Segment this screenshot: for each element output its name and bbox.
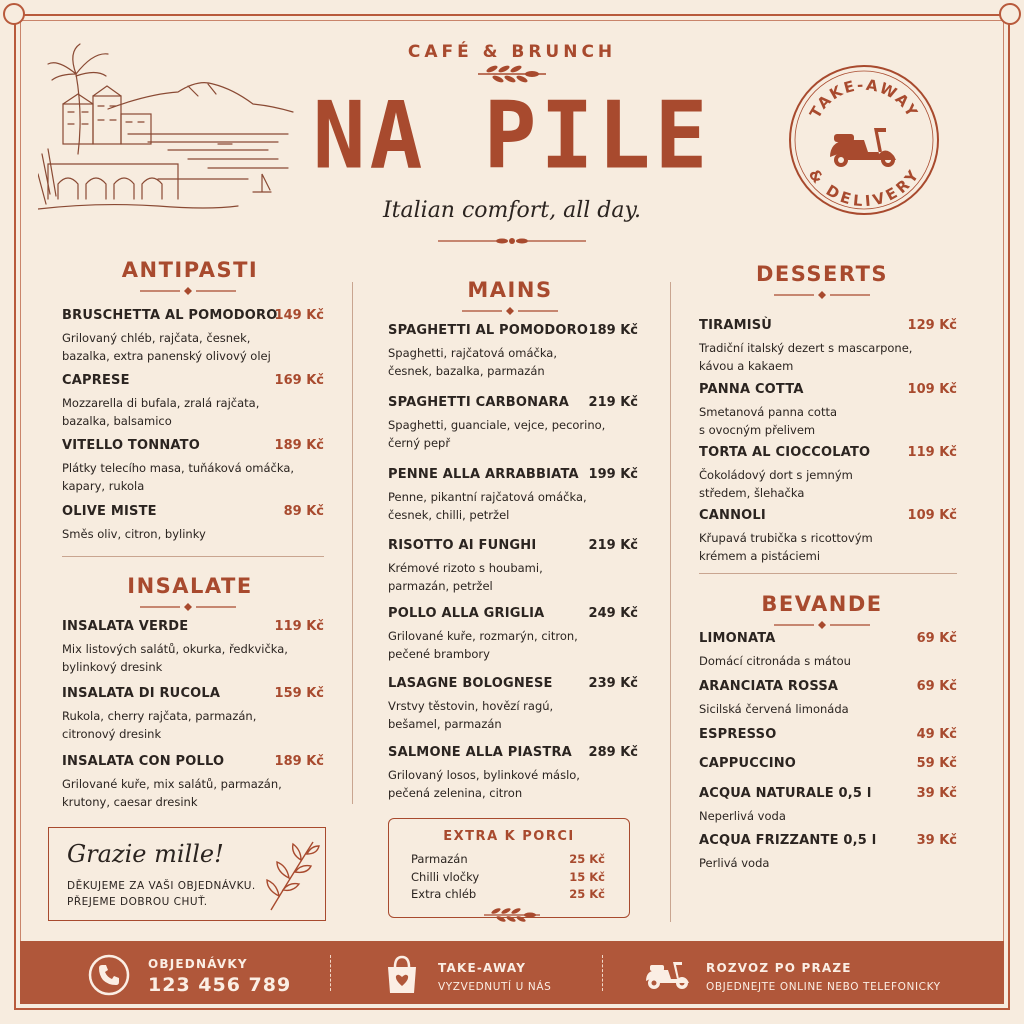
item-description: Smetanová panna cotta s ovocným přelivem (699, 405, 838, 437)
scooter-icon (830, 128, 896, 167)
brand-subtitle: CAFÉ & BRUNCH (407, 42, 617, 62)
delivery-block (706, 961, 941, 993)
item-name: BRUSCHETTA AL POMODORO (62, 308, 278, 323)
shopping-bag-icon (384, 953, 420, 995)
section-ornament (140, 602, 236, 612)
item-name: ACQUA NATURALE 0,5 l (699, 786, 872, 801)
menu-item (699, 382, 957, 439)
item-price: 189 Kč (274, 438, 324, 453)
footer-bar (20, 941, 1004, 1004)
item-price: 119 Kč (274, 619, 324, 634)
bevande-title: BEVANDE (761, 592, 883, 616)
item-price: 239 Kč (588, 676, 638, 691)
orders-label: OBJEDNÁVKY (148, 957, 248, 971)
menu-item (62, 619, 324, 676)
item-name: SPAGHETTI AL POMODORO (388, 323, 589, 338)
item-name: LASAGNE BOLOGNESE (388, 676, 553, 691)
delivery-label: ROZVOZ PO PRAZE (706, 961, 852, 975)
menu-item (388, 467, 638, 524)
item-description: Spaghetti, rajčatová omáčka, česnek, bazalka, parmazán (388, 346, 557, 378)
item-name: ACQUA FRIZZANTE 0,5 l (699, 833, 877, 848)
menu-item (699, 445, 957, 502)
item-description: Rukola, cherry rajčata, parmazán, citronový dresink (62, 709, 257, 741)
antipasti-title: ANTIPASTI (121, 258, 259, 282)
extras-price: 25 Kč (569, 852, 605, 866)
item-description: Grilované kuře, mix salátů, parmazán, krutony, caesar dresink (62, 777, 282, 809)
thank-you-line: DĚKUJEME ZA VAŠI OBJEDNÁVKU. (67, 880, 256, 892)
extras-price: 15 Kč (569, 870, 605, 884)
item-description: Grilovaný chléb, rajčata, česnek, bazalka, extra panenský olivový olej (62, 331, 271, 363)
footer-separator (330, 955, 331, 991)
item-price: 159 Kč (274, 686, 324, 701)
extras-box (388, 818, 630, 918)
item-description: Tradiční italský dezert s mascarpone, kávou a kakaem (699, 341, 913, 373)
item-description: Krémové rizoto s houbami, parmazán, petržel (388, 561, 543, 593)
item-description: Křupavá trubička s ricottovým krémem a pistáciemi (699, 531, 873, 563)
corner-ornament (3, 3, 25, 25)
item-description: Grilovaný losos, bylinkové máslo, pečená zelenina, citron (388, 768, 580, 800)
section-ornament (774, 290, 870, 300)
extras-row (411, 887, 605, 901)
menu-item (699, 631, 957, 670)
scooter-icon (644, 957, 692, 991)
item-description: Směs oliv, citron, bylinky (62, 527, 206, 541)
item-price: 169 Kč (274, 373, 324, 388)
item-price: 149 Kč (274, 308, 324, 323)
menu-item (62, 754, 324, 811)
menu-item (699, 786, 957, 825)
item-name: CANNOLI (699, 508, 766, 523)
item-name: INSALATA CON POLLO (62, 754, 225, 769)
item-name: SALMONE ALLA PIASTRA (388, 745, 572, 760)
item-name: RISOTTO AI FUNGHI (388, 538, 537, 553)
item-name: LIMONATA (699, 631, 776, 646)
section-ornament (774, 620, 870, 630)
takeaway-block (438, 961, 551, 993)
item-name: INSALATA DI RUCOLA (62, 686, 221, 701)
item-name: VITELLO TONNATO (62, 438, 200, 453)
thank-you-line: PŘEJEME DOBROU CHUŤ. (67, 896, 208, 908)
brand-tagline: Italian comfort, all day. (382, 198, 642, 223)
item-name: TORTA AL CIOCCOLATO (699, 445, 871, 460)
item-name: PENNE ALLA ARRABBIATA (388, 467, 579, 482)
item-name: CAPPUCCINO (699, 756, 797, 771)
item-description: Domácí citronáda s mátou (699, 654, 851, 668)
tagline-ornament (438, 234, 586, 248)
item-price: 89 Kč (283, 504, 324, 519)
item-description: Sicilská červená limonáda (699, 702, 849, 716)
menu-item (699, 833, 957, 872)
item-price: 49 Kč (916, 727, 957, 742)
menu-item (699, 756, 957, 771)
item-price: 69 Kč (916, 679, 957, 694)
badge-top-text: TAKE-AWAY (806, 75, 922, 122)
item-price: 39 Kč (916, 833, 957, 848)
menu-item (388, 745, 638, 802)
footer-separator (602, 955, 603, 991)
thank-you-title: Grazie mille! (67, 840, 224, 868)
svg-text:& DELIVERY (805, 166, 923, 211)
item-price: 39 Kč (916, 786, 957, 801)
item-name: SPAGHETTI CARBONARA (388, 395, 569, 410)
insalate-title: INSALATE (127, 574, 253, 598)
extras-row (411, 870, 605, 884)
item-name: POLLO ALLA GRIGLIA (388, 606, 545, 621)
menu-item (62, 438, 324, 495)
thank-you-box (48, 827, 326, 921)
corner-ornament (999, 3, 1021, 25)
extras-price: 25 Kč (569, 887, 605, 901)
item-description: Vrstvy těstovin, hovězí ragú, bešamel, parmazán (388, 699, 554, 731)
item-price: 199 Kč (588, 467, 638, 482)
item-name: ARANCIATA ROSSA (699, 679, 839, 694)
item-price: 109 Kč (907, 382, 957, 397)
item-price: 59 Kč (916, 756, 957, 771)
phone-number[interactable]: 123 456 789 (148, 974, 292, 996)
item-description: Mozzarella di bufala, zralá rajčata, bazalka, balsamico (62, 396, 260, 428)
menu-item (388, 538, 638, 595)
phone-icon[interactable] (88, 954, 130, 996)
mains-title: MAINS (467, 278, 553, 302)
takeaway-delivery-badge (786, 62, 942, 218)
menu-item (388, 606, 638, 663)
item-description: Penne, pikantní rajčatová omáčka, česnek, chilli, petržel (388, 490, 587, 522)
item-description: Mix listových salátů, okurka, ředkvička, bylinkový dresink (62, 642, 288, 674)
item-name: PANNA COTTA (699, 382, 804, 397)
menu-item (62, 504, 324, 543)
orders-block (148, 957, 291, 996)
menu-item (699, 318, 957, 375)
delivery-subtext: OBJEDNEJTE ONLINE NEBO TELEFONICKY (706, 981, 941, 993)
item-price: 219 Kč (588, 395, 638, 410)
column-divider (670, 282, 671, 922)
olive-branch-icon (263, 836, 321, 914)
menu-item (62, 308, 324, 365)
svg-text:TAKE-AWAY (806, 76, 922, 122)
badge-bottom-text: & DELIVERY (804, 165, 924, 211)
item-description: Neperlivá voda (699, 809, 786, 823)
takeaway-label: TAKE-AWAY (438, 961, 527, 975)
item-description: Perlivá voda (699, 856, 770, 870)
menu-item (699, 727, 957, 742)
menu-item (388, 676, 638, 733)
item-price: 129 Kč (907, 318, 957, 333)
item-price: 249 Kč (588, 606, 638, 621)
brand-title: NA PILE (312, 81, 712, 190)
section-ornament (140, 286, 236, 296)
extras-name: Extra chléb (411, 887, 477, 901)
section-divider (62, 556, 324, 557)
extras-name: Chilli vločky (411, 870, 480, 884)
menu-item (388, 395, 638, 452)
item-name: ESPRESSO (699, 727, 777, 742)
item-name: INSALATA VERDE (62, 619, 189, 634)
coastal-town-illustration (38, 34, 298, 219)
menu-item (62, 373, 324, 430)
menu-item (62, 686, 324, 743)
extras-title: EXTRA K PORCI (443, 829, 575, 844)
item-price: 219 Kč (588, 538, 638, 553)
item-description: Grilované kuře, rozmarýn, citron, pečené brambory (388, 629, 578, 661)
section-divider (699, 573, 957, 574)
item-price: 189 Kč (588, 323, 638, 338)
extras-name: Parmazán (411, 852, 468, 866)
desserts-title: DESSERTS (755, 262, 889, 286)
takeaway-subtext: VYZVEDNUTÍ U NÁS (438, 981, 552, 993)
extras-row (411, 852, 605, 866)
item-name: CAPRESE (62, 373, 130, 388)
laurel-sprig-icon (480, 906, 544, 924)
menu-item (388, 323, 638, 380)
item-price: 289 Kč (588, 745, 638, 760)
item-price: 109 Kč (907, 508, 957, 523)
item-name: TIRAMISÙ (699, 318, 773, 333)
menu-item (699, 508, 957, 565)
item-price: 69 Kč (916, 631, 957, 646)
item-name: OLIVE MISTE (62, 504, 157, 519)
item-description: Čokoládový dort s jemným středem, šlehačka (699, 468, 853, 500)
section-ornament (462, 306, 558, 316)
column-divider (352, 282, 353, 804)
item-price: 189 Kč (274, 754, 324, 769)
item-price: 119 Kč (907, 445, 957, 460)
menu-item (699, 679, 957, 718)
item-description: Plátky telecího masa, tuňáková omáčka, kapary, rukola (62, 461, 295, 493)
item-description: Spaghetti, guanciale, vejce, pecorino, černý pepř (388, 418, 606, 450)
